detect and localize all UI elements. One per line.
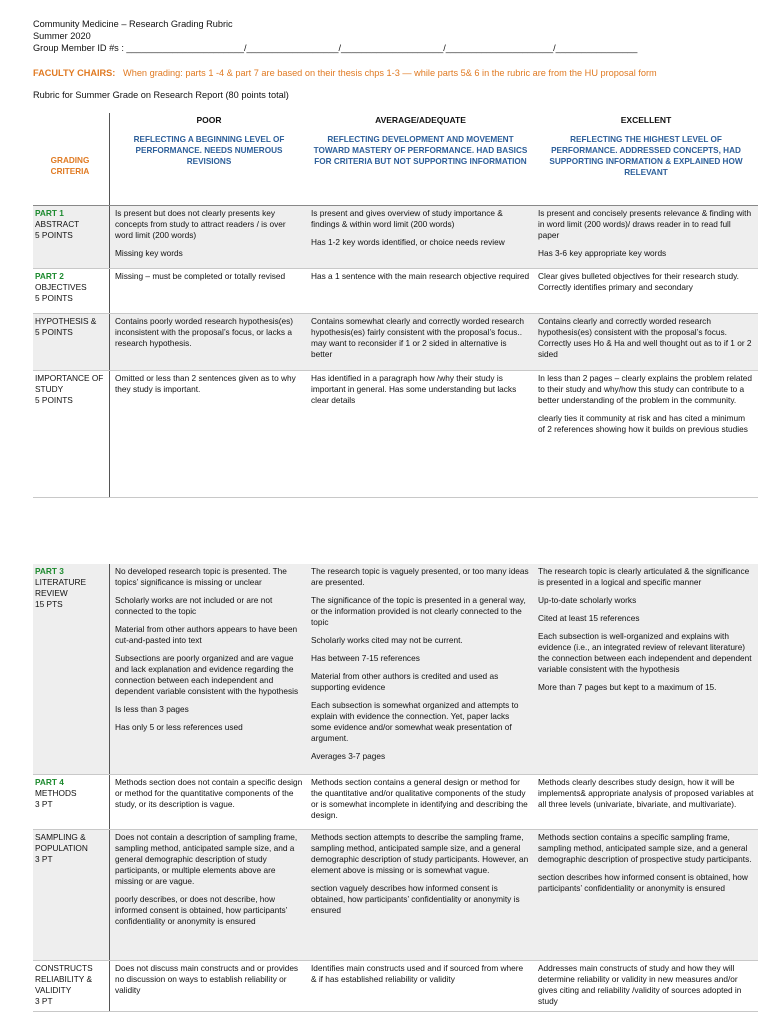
excellent-text: Methods section contains a specific sampling frame, sampling method, anticipated sample size, and a general demographic description of prospective study participants. xyxy=(538,832,752,864)
poor-cell xyxy=(110,564,307,774)
group-member-ids: Group Member ID #s : _______________________/__________________/____________________/_____________________/________________ xyxy=(33,43,638,53)
excellent-text: Addresses main constructs of study and how they will determine reliability or validity in new measures and/or gives citing and reliability /validity of sources adopted in study xyxy=(538,963,742,1006)
document-title: Community Medicine – Research Grading Rubric xyxy=(33,19,233,29)
poor-text: Scholarly works are not included or are not connected to the topic xyxy=(115,595,273,616)
average-cell xyxy=(307,961,534,1011)
poor-text: Does not discuss main constructs and or provides no discussion on ways to establish reliability or validity xyxy=(115,963,299,995)
excellent-text: More than 7 pages but kept to a maximum of 15. xyxy=(538,682,717,692)
average-text: Averages 3-7 pages xyxy=(311,751,386,761)
average-text: Is present and gives overview of study importance & findings & within word limit (200 words) xyxy=(311,208,503,229)
poor-text: Missing – must be completed or totally revised xyxy=(115,271,286,281)
excellent-text: Clear gives bulleted objectives for their research study. Correctly identifies primary and secondary xyxy=(538,271,739,292)
criteria-cell xyxy=(33,564,110,774)
criteria-points: 5 POINTS xyxy=(35,293,73,303)
criteria-part: PART 1 xyxy=(35,208,64,218)
poor-text: Material from other authors appears to have been cut-and-pasted into text xyxy=(115,624,298,645)
criteria-points: 5 POINTS xyxy=(35,230,73,240)
level-desc-poor: REFLECTING A BEGINNING LEVEL OF PERFORMANCE. NEEDS NUMEROUS REVISIONS xyxy=(133,135,285,166)
poor-text: Contains poorly worded research hypothesis(es) inconsistent with the proposal’s focus, or lacks a research hypothesis. xyxy=(115,316,294,348)
average-cell xyxy=(307,269,534,313)
average-text: Has 1-2 key words identified, or choice needs review xyxy=(311,237,505,247)
criteria-name: IMPORTANCE OF STUDY xyxy=(35,373,104,394)
criteria-name: OBJECTIVES xyxy=(35,282,87,292)
criteria-points: 15 PTS xyxy=(35,599,63,609)
criteria-cell xyxy=(33,314,110,370)
rubric-table-bottom xyxy=(33,564,758,1012)
excellent-text: Up-to-date scholarly works xyxy=(538,595,637,605)
excellent-text: Is present and concisely presents relevance & finding with in word limit (200 words)/ draws reader in to read full paper xyxy=(538,208,752,240)
excellent-cell xyxy=(534,564,758,774)
criteria-name: ABSTRACT xyxy=(35,219,80,229)
poor-cell xyxy=(110,269,307,313)
average-text: The research topic is vaguely presented, or too many ideas are presented. xyxy=(311,566,529,587)
criteria-name: CONSTRUCTS RELIABILITY & VALIDITY xyxy=(35,963,93,995)
rubric-title: Rubric for Summer Grade on Research Report (80 points total) xyxy=(33,90,289,100)
average-header-cell xyxy=(307,113,534,205)
average-cell xyxy=(307,564,534,774)
grading-criteria-header: GRADING CRITERIA xyxy=(50,156,90,176)
excellent-cell xyxy=(534,830,758,960)
excellent-text: Methods clearly describes study design, how it will be implements& appropriate analysis of proposed variables at all three levels (univariate, bivariate, and multivariate). xyxy=(538,777,754,809)
rubric-row xyxy=(33,371,758,498)
average-text: Each subsection is somewhat organized and attempts to explain with evidence the connection. Yet, paper lacks some evidence and/or somewhat weak presentation of argument. xyxy=(311,700,519,743)
excellent-text: The research topic is clearly articulated & the significance is presented in a logical and specific manner xyxy=(538,566,750,587)
level-desc-excellent: REFLECTING THE HIGHEST LEVEL OF PERFORMANCE. ADDRESSED CONCEPTS, HAD SUPPORTING INFORMATION & EXPLAINED HOW RELEVANT xyxy=(549,135,743,177)
level-desc-average: REFLECTING DEVELOPMENT AND MOVEMENT TOWARD MASTERY OF PERFORMANCE. HAD BASICS FOR CRITERIA BUT NOT SUPPORTING INFORMATION xyxy=(313,135,528,166)
poor-cell xyxy=(110,961,307,1011)
excellent-text: Has 3-6 key appropriate key words xyxy=(538,248,667,258)
rubric-row xyxy=(33,314,758,371)
excellent-text: clearly ties it community at risk and has cited a minimum of 2 references showing how it builds on previous studies xyxy=(538,413,748,434)
average-text: The significance of the topic is presented in a general way, or the information provided is not clearly connected to the topic xyxy=(311,595,526,627)
poor-text: Is less than 3 pages xyxy=(115,704,189,714)
average-text: Methods section attempts to describe the sampling frame, sampling method, anticipated sample size, and a general demographic description of study participants. However, an element above is missing or is somewhat vague. xyxy=(311,832,529,875)
poor-text: Methods section does not contain a specific design or method for the quantitative components of the study, or its description is vague. xyxy=(115,777,303,809)
criteria-name: METHODS xyxy=(35,788,77,798)
poor-header-cell xyxy=(110,113,307,205)
criteria-header-cell xyxy=(33,113,110,205)
criteria-name: HYPOTHESIS & xyxy=(35,316,97,326)
average-cell xyxy=(307,206,534,268)
poor-text: Has only 5 or less references used xyxy=(115,722,243,732)
criteria-points: 5 POINTS xyxy=(35,395,73,405)
rubric-row xyxy=(33,564,758,775)
excellent-text: Cited at least 15 references xyxy=(538,613,640,623)
poor-cell xyxy=(110,830,307,960)
criteria-part: PART 2 xyxy=(35,271,64,281)
excellent-text: Contains clearly and correctly worded research hypothesis(es) consistent with the proposal’s focus. Correctly uses Ho & Ha and well thought out as to if 1 or 2 sided xyxy=(538,316,752,359)
rubric-header-row xyxy=(33,113,758,206)
poor-cell xyxy=(110,206,307,268)
poor-text: Missing key words xyxy=(115,248,183,258)
average-text: Identifies main constructs used and if sourced from where & if has established reliability or validity xyxy=(311,963,524,984)
average-cell xyxy=(307,830,534,960)
criteria-points: 3 PT xyxy=(35,996,53,1006)
faculty-chairs-label: FACULTY CHAIRS: xyxy=(33,68,116,78)
rubric-table-top xyxy=(33,113,758,498)
excellent-header-cell xyxy=(534,113,758,205)
poor-cell xyxy=(110,775,307,829)
excellent-cell xyxy=(534,371,758,497)
level-title-average: AVERAGE/ADEQUATE xyxy=(375,115,466,125)
criteria-name: LITERATURE REVIEW xyxy=(35,577,87,598)
criteria-points: 3 PT xyxy=(35,854,53,864)
average-text: Scholarly works cited may not be current. xyxy=(311,635,463,645)
average-cell xyxy=(307,775,534,829)
excellent-text: In less than 2 pages – clearly explains the problem related to their study and why/how this study can contribute to a better understanding of the problem in the community. xyxy=(538,373,753,405)
rubric-rows-top xyxy=(33,206,758,498)
average-text: Material from other authors is credited and used as supporting evidence xyxy=(311,671,499,692)
excellent-cell xyxy=(534,269,758,313)
rubric-row xyxy=(33,775,758,830)
poor-text: poorly describes, or does not describe, how informed consent is obtained, how participants’ confidentiality or anonymity is ensured xyxy=(115,894,288,926)
rubric-row xyxy=(33,830,758,961)
excellent-cell xyxy=(534,961,758,1011)
criteria-cell xyxy=(33,961,110,1011)
average-text: Methods section contains a general design or method for the quantitative and/or qualitative components of the study or is somewhat incomplete in identifying and describing the design. xyxy=(311,777,528,820)
excellent-cell xyxy=(534,314,758,370)
poor-text: Subsections are poorly organized and are vague and lack explanation and evidence regarding the connection between each independent and dependent variable consistent with the hypothesis xyxy=(115,653,299,696)
criteria-cell xyxy=(33,830,110,960)
rubric-row xyxy=(33,961,758,1012)
excellent-cell xyxy=(534,206,758,268)
document-term: Summer 2020 xyxy=(33,31,91,41)
criteria-name: SAMPLING & POPULATION xyxy=(35,832,88,853)
poor-text: No developed research topic is presented. The topics’ significance is missing or unclear xyxy=(115,566,287,587)
criteria-cell xyxy=(33,371,110,497)
average-cell xyxy=(307,314,534,370)
criteria-part: PART 3 xyxy=(35,566,64,576)
average-cell xyxy=(307,371,534,497)
average-text: section vaguely describes how informed consent is obtained, how participants’ confidentiality or anonymity is ensured xyxy=(311,883,520,915)
criteria-cell xyxy=(33,269,110,313)
average-text: Has between 7-15 references xyxy=(311,653,420,663)
rubric-rows-bottom xyxy=(33,564,758,1012)
criteria-cell xyxy=(33,206,110,268)
average-text: Contains somewhat clearly and correctly worded research hypothesis(es) fairly consistent with the proposal’s focus.. may want to reconsider if 1 or 2 sided in alternative is better xyxy=(311,316,525,359)
excellent-text: section describes how informed consent is obtained, how participants’ confidentiality or anonymity is ensured xyxy=(538,872,748,893)
average-text: Has a 1 sentence with the main research objective required xyxy=(311,271,530,281)
excellent-text: Each subsection is well-organized and explains with evidence (i.e., an integrated review of relevant literature) the connection between each independent and dependent variable consistent with the hypothesis xyxy=(538,631,752,674)
faculty-note xyxy=(33,68,657,79)
rubric-row xyxy=(33,206,758,269)
poor-text: Does not contain a description of sampling frame, sampling method, anticipated sample size, and a general demographic description of study participants, or multiple elements above are missing or are vague. xyxy=(115,832,298,886)
poor-text: Omitted or less than 2 sentences given as to why they study is important. xyxy=(115,373,296,394)
level-title-poor: POOR xyxy=(196,115,222,125)
criteria-part: PART 4 xyxy=(35,777,64,787)
poor-text: Is present but does not clearly presents key concepts from study to attract readers / is over word limit (200 words) xyxy=(115,208,286,240)
excellent-cell xyxy=(534,775,758,829)
poor-cell xyxy=(110,371,307,497)
rubric-row xyxy=(33,269,758,314)
criteria-points: 3 PT xyxy=(35,799,53,809)
criteria-points: 5 POINTS xyxy=(35,327,73,337)
faculty-chairs-text: When grading: parts 1 -4 & part 7 are based on their thesis chps 1-3 — while parts 5& 6 in the rubric are from the HU proposal form xyxy=(123,68,657,78)
average-text: Has identified in a paragraph how /why their study is important in general. Has some understanding but lacks clear details xyxy=(311,373,517,405)
level-title-excellent: EXCELLENT xyxy=(620,115,672,125)
poor-cell xyxy=(110,314,307,370)
criteria-cell xyxy=(33,775,110,829)
